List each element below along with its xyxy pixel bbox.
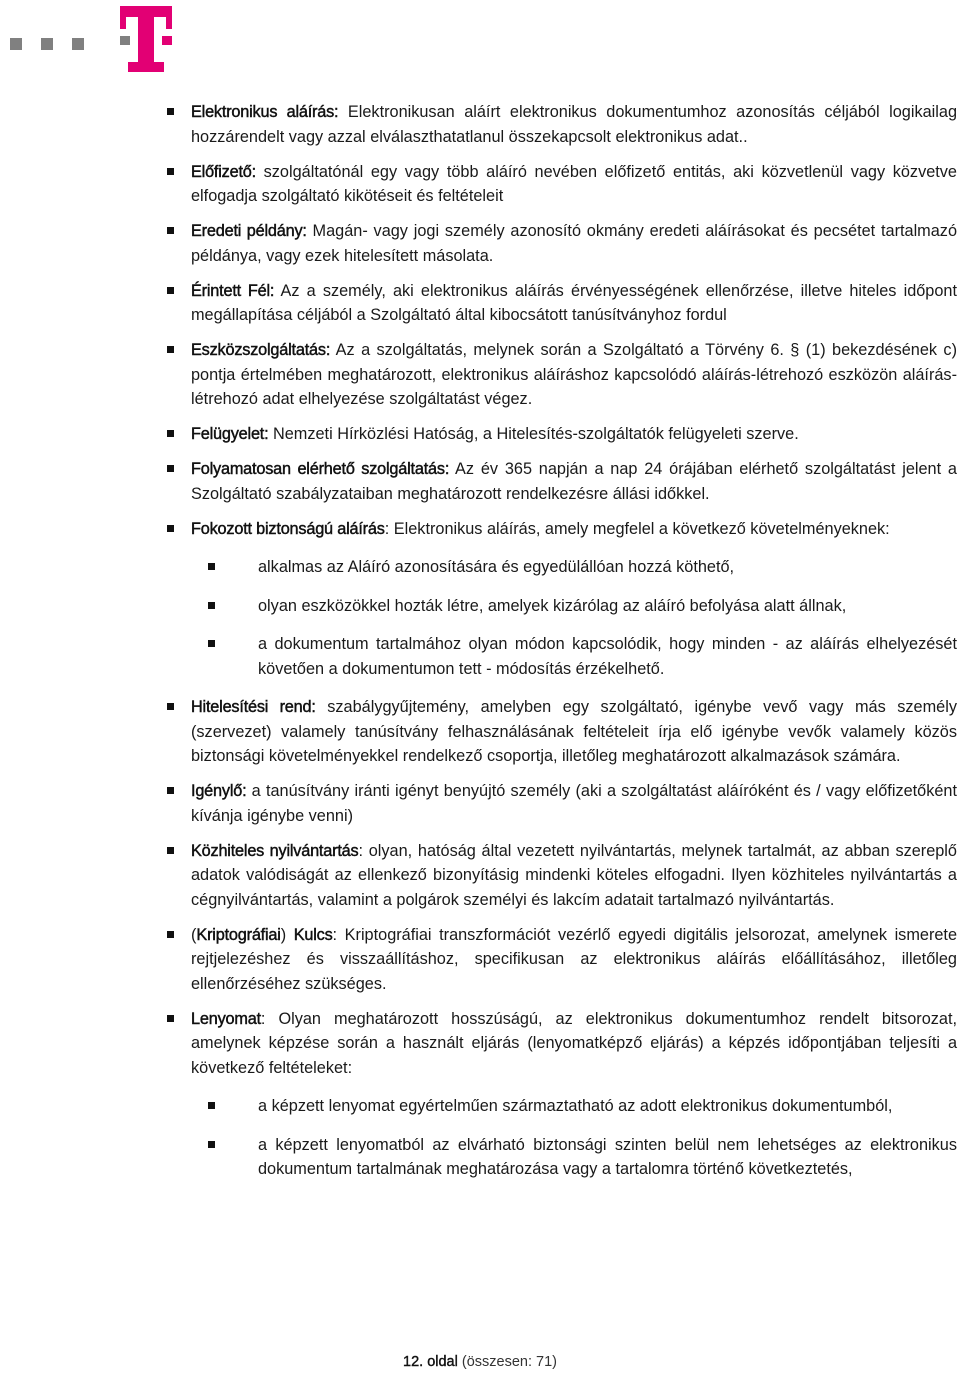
definition-prefix: ( (191, 925, 197, 944)
definition-text: Nemzeti Hírközlési Hatóság, a Hitelesítés-szolgáltatók felügyeleti szerve. (268, 425, 799, 443)
definition-term: Kulcs (293, 925, 333, 944)
definition-item (165, 695, 957, 769)
square-bullet-icon (167, 227, 174, 234)
definition-mid: ) (280, 925, 294, 944)
definition-item (165, 517, 957, 682)
definition-term: Fokozott biztonságú aláírás (191, 519, 385, 538)
definition-item (165, 422, 957, 447)
sub-list-text: olyan eszközökkel hozták létre, amelyek kizárólag az aláíró befolyása alatt állnak, (258, 596, 847, 615)
definitions-list (165, 100, 957, 1196)
header-dot (41, 38, 53, 50)
definition-text: : Kriptográfiai transzformációt vezérlő egyedi digitális jelsorozat, amelynek ismerete rejtjelezéshez és visszaállításhoz, specifikusan az elektronikus aláírás előállításához, illetőleg ellenőrzéséhez szükséges. (191, 925, 957, 993)
definition-item (165, 338, 957, 412)
definition-text: szolgáltatónál egy vagy több aláíró nevében előfizető entitás, aki közvetlenül vagy közvetve elfogadja szolgáltató kikötéseit és feltételeit (191, 162, 957, 205)
square-bullet-icon (167, 108, 174, 115)
square-bullet-icon (167, 847, 174, 854)
definition-text: : olyan, hatóság által vezetett nyilvántartás, melynek tartalmát, az abban szereplő adatok valódiságát az ellenkező bizonyításig mindenki köteles elfogadni. Ilyen közhiteles nyilvántartás a cégnyilvántartás, valamint a polgárok személyi és lakcím adatait tartalmazó nyilvántartás. (191, 841, 957, 909)
square-bullet-icon (167, 525, 174, 532)
sub-list (191, 1094, 957, 1182)
definition-term: Hitelesítési rend: (191, 698, 316, 716)
definition-text: Magán- vagy jogi személy azonosító okmány eredeti aláírásokat és pecsétet tartalmazó példánya, vagy ezek hitelesített másolata. (191, 222, 957, 265)
definition-term: Felügyelet: (191, 425, 269, 443)
square-bullet-icon (167, 168, 174, 175)
sub-list-item (165, 555, 957, 580)
definition-item (165, 839, 957, 913)
definition-text: Az a szolgáltatás, melynek során a Szolgáltató a Törvény 6. § (1) bekezdésének c) pontja értelmében meghatározott, elektronikus aláíráshoz kapcsolódó aláírás-létrehozó eszközön aláírás-létrehozó adat elhelyezése szolgáltatást végez. (191, 341, 957, 408)
square-bullet-icon (208, 1102, 215, 1109)
header-dot (72, 38, 84, 50)
square-bullet-icon (167, 465, 174, 472)
sub-list-item (165, 1094, 957, 1119)
page-number: 12. oldal (403, 1354, 458, 1370)
definition-term: Eredeti példány: (191, 222, 307, 240)
definition-item (165, 279, 957, 328)
definition-text: : Elektronikus aláírás, amely megfelel a következő követelményeknek: (384, 519, 890, 538)
definition-item (165, 923, 957, 997)
sub-list-text: a dokumentum tartalmához olyan módon kapcsolódik, hogy minden - az aláírás elhelyezését követően a dokumentumon tett - módosítás érzékelhető. (258, 635, 957, 678)
sub-list (191, 555, 957, 681)
definition-item (165, 1007, 957, 1182)
definition-text: Az a személy, aki elektronikus aláírás érvényességének ellenőrzése, illetve hiteles időpont megállapítása céljából a Szolgáltató által kibocsátott tanúsítványhoz fordul (191, 281, 957, 324)
definition-term: Közhiteles nyilvántartás (191, 841, 359, 860)
definition-item (165, 219, 957, 268)
square-bullet-icon (167, 1015, 174, 1022)
square-bullet-icon (208, 602, 215, 609)
header-dots (10, 38, 103, 50)
square-bullet-icon (167, 430, 174, 437)
definition-term: Igénylő: (191, 782, 247, 800)
square-bullet-icon (208, 563, 215, 570)
definition-item (165, 100, 957, 149)
header-dot (10, 38, 22, 50)
sub-list-item (165, 632, 957, 681)
telekom-t-logo-icon (118, 4, 174, 74)
square-bullet-icon (167, 346, 174, 353)
sub-list-item (165, 1133, 957, 1182)
definition-item (165, 160, 957, 209)
page-total: (összesen: 71) (461, 1354, 557, 1370)
definition-term: Érintett Fél: (191, 281, 275, 300)
square-bullet-icon (208, 1141, 215, 1148)
definition-term: Elektronikus aláírás: (191, 103, 339, 121)
definition-term: Előfizető: (191, 162, 256, 181)
sub-list-text: a képzett lenyomat egyértelműen származtatható az adott elektronikus dokumentumból, (258, 1097, 893, 1115)
definition-text: szabálygyűjtemény, amelyben egy szolgáltató, igénybe vevő vagy más személy (szervezet) valamely tanúsítvány felhasználásának feltételeit írja elő igénybe vevők valamely közös biztonsági követelményekkel rendelkező csoportja, illetőleg meghatározott alkalmazások számára. (191, 698, 957, 765)
definition-text: Az év 365 napján a nap 24 órájában elérhető szolgáltatást jelent a Szolgáltató szabályzataiban meghatározott rendelkezésre állási időkkel. (191, 460, 957, 503)
square-bullet-icon (167, 287, 174, 294)
definition-text: : Olyan meghatározott hosszúságú, az elektronikus dokumentumhoz rendelt bitsorozat, amelynek képzése során a használt eljárás (lenyomatképző eljárás) a képzés időpontjában teljesíti a következő feltételeket: (191, 1009, 957, 1077)
definition-term: Folyamatosan elérhető szolgáltatás: (191, 460, 450, 478)
definition-item (165, 457, 957, 506)
definition-term: Lenyomat (191, 1009, 261, 1028)
page-header (0, 0, 960, 80)
square-bullet-icon (167, 931, 174, 938)
definition-term: Kriptográfiai (196, 925, 281, 944)
sub-list-text: alkalmas az Aláíró azonosítására és egyedülállóan hozzá köthető, (258, 558, 735, 576)
definition-item (165, 779, 957, 828)
square-bullet-icon (167, 703, 174, 710)
definition-text: Elektronikusan aláírt elektronikus dokumentumhoz azonosítás céljából logikailag hozzárendelt vagy azzal elválaszthatatlanul összekapcsolt elektronikus adat.. (191, 103, 957, 146)
sub-list-text: a képzett lenyomatból az elvárható biztonsági szinten belül nem lehetséges az elektronikus dokumentum tartalmának meghatározása vagy a tartalomra történő következtetés, (258, 1135, 957, 1178)
square-bullet-icon (167, 787, 174, 794)
page-footer (0, 1354, 960, 1370)
square-bullet-icon (208, 640, 215, 647)
definition-term: Eszközszolgáltatás: (191, 341, 331, 359)
sub-list-item (165, 594, 957, 619)
definition-text: a tanúsítvány iránti igényt benyújtó személy (aki a szolgáltatást aláíróként és / vagy előfizetőként kívánja igénybe venni) (191, 782, 957, 825)
